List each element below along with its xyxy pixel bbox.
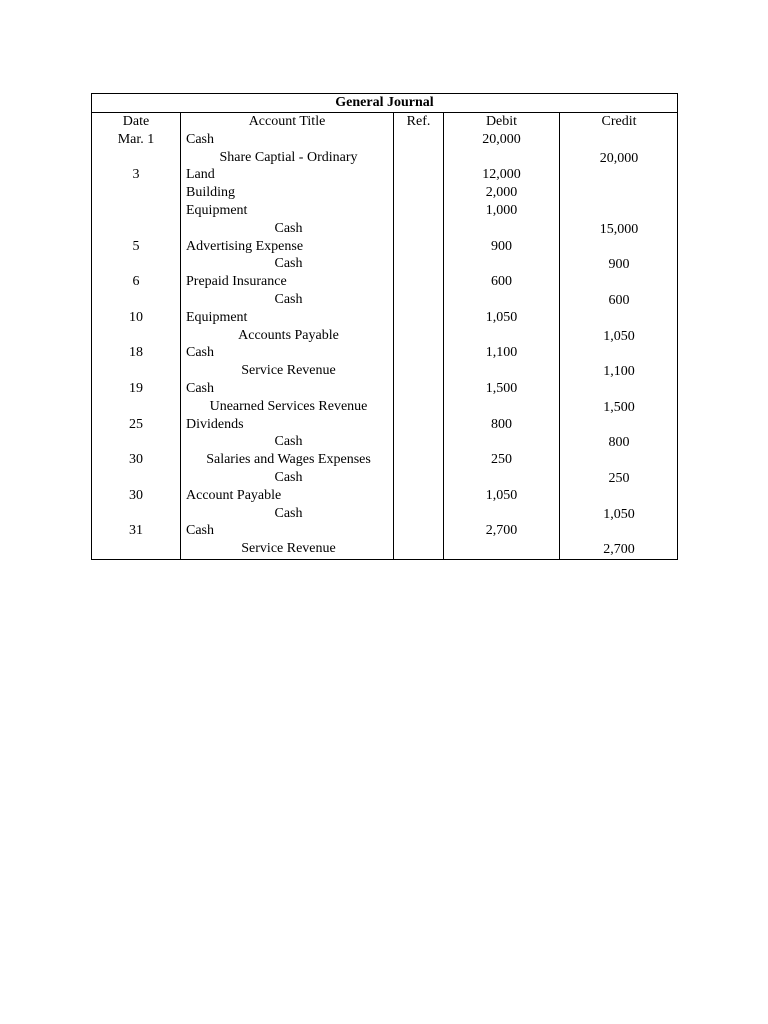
entry-credit: 1,050 [603, 506, 635, 522]
journal-entry-row [92, 522, 677, 540]
journal-entry-row [92, 416, 677, 434]
entry-debit: 1,050 [485, 309, 518, 325]
entry-date [92, 398, 180, 416]
journal-entry-row [92, 255, 677, 273]
entry-ref [394, 327, 443, 345]
header-account-title: Account Title [248, 114, 326, 129]
journal-entry-row [92, 238, 677, 256]
entry-account-title: Cash [274, 469, 303, 485]
entry-ref [394, 291, 443, 309]
journal-entry-row [92, 166, 677, 184]
entry-account-title: Cash [186, 131, 214, 147]
entry-account-title: Service Revenue [241, 541, 336, 557]
entry-ref [394, 184, 443, 202]
entry-credit [560, 273, 678, 291]
journal-entry-row [92, 362, 677, 380]
entry-account-title: Cash [186, 380, 214, 396]
entry-credit [560, 166, 678, 184]
entry-debit: 1,000 [485, 202, 518, 218]
entry-account-title: Share Captial - Ordinary [219, 149, 358, 165]
entry-account-title: Unearned Services Revenue [209, 398, 368, 414]
entry-credit [560, 451, 678, 469]
entry-ref [394, 505, 443, 523]
entry-credit [560, 184, 678, 202]
entry-debit [444, 505, 559, 523]
journal-entry-row [92, 451, 677, 469]
entry-debit: 800 [491, 416, 512, 432]
entry-debit [444, 220, 559, 238]
entry-date [92, 540, 180, 558]
entry-ref [394, 522, 443, 540]
entry-debit [444, 433, 559, 451]
entry-ref [394, 451, 443, 469]
entry-account-title: Cash [274, 291, 303, 307]
journal-entry-row [92, 540, 677, 558]
entry-debit [444, 398, 559, 416]
entry-ref [394, 416, 443, 434]
journal-entry-row [92, 202, 677, 220]
entry-date [92, 255, 180, 273]
entry-credit [560, 238, 678, 256]
entry-account-title: Cash [186, 523, 214, 539]
entry-account-title: Prepaid Insurance [186, 274, 287, 290]
journal-rows [92, 113, 677, 558]
entry-account-title: Cash [274, 505, 303, 521]
journal-header-row [92, 113, 677, 131]
entry-account-title: Salaries and Wages Expenses [206, 452, 371, 468]
entry-date: 18 [129, 345, 143, 361]
entry-debit: 12,000 [482, 167, 521, 183]
entry-ref [394, 380, 443, 398]
entry-date [92, 327, 180, 345]
entry-debit [444, 327, 559, 345]
entry-credit: 900 [608, 257, 630, 273]
entry-ref [394, 149, 443, 167]
entry-ref [394, 273, 443, 291]
entry-account-title: Cash [186, 345, 214, 361]
entry-date: 5 [132, 238, 140, 254]
entry-debit [444, 362, 559, 380]
entry-credit [560, 416, 678, 434]
entry-credit: 2,700 [603, 542, 635, 558]
entry-date: 30 [129, 452, 143, 468]
entry-date: 10 [129, 309, 143, 325]
entry-debit: 2,700 [485, 523, 518, 539]
journal-entry-row [92, 291, 677, 309]
entry-date [92, 149, 180, 167]
entry-date [92, 433, 180, 451]
entry-account-title: Cash [274, 220, 303, 236]
entry-account-title: Land [186, 167, 215, 183]
entry-ref [394, 166, 443, 184]
entry-debit: 2,000 [485, 185, 518, 201]
header-date: Date [122, 114, 150, 129]
entry-ref [394, 398, 443, 416]
journal-title: General Journal [92, 94, 677, 113]
entry-credit: 800 [608, 435, 630, 451]
entry-debit: 20,000 [482, 131, 521, 147]
entry-date [92, 202, 180, 220]
entry-account-title: Advertising Expense [186, 238, 304, 254]
journal-entry-row [92, 344, 677, 362]
entry-ref [394, 433, 443, 451]
entry-credit: 1,050 [603, 328, 635, 344]
entry-debit: 1,050 [485, 487, 518, 503]
entry-account-title: Equipment [186, 202, 248, 218]
entry-ref [394, 344, 443, 362]
entry-account-title: Dividends [186, 416, 244, 432]
entry-credit [560, 487, 678, 505]
entry-ref [394, 362, 443, 380]
general-journal-table [91, 93, 678, 560]
entry-date [92, 184, 180, 202]
entry-date [92, 291, 180, 309]
journal-entry-row [92, 469, 677, 487]
entry-date: 31 [129, 523, 143, 539]
entry-date [92, 505, 180, 523]
entry-credit [560, 131, 678, 149]
journal-entry-row [92, 149, 677, 167]
journal-entry-row [92, 273, 677, 291]
entry-debit [444, 149, 559, 167]
entry-credit: 15,000 [599, 221, 639, 237]
entry-credit [560, 522, 678, 540]
journal-entry-row [92, 220, 677, 238]
entry-date: 30 [129, 487, 143, 503]
entry-ref [394, 131, 443, 149]
entry-ref [394, 540, 443, 558]
entry-debit: 1,500 [485, 380, 518, 396]
entry-debit: 900 [491, 238, 512, 254]
entry-account-title: Cash [274, 256, 303, 272]
entry-credit [560, 202, 678, 220]
entry-account-title: Accounts Payable [238, 327, 339, 343]
entry-account-title: Cash [274, 434, 303, 450]
entry-credit [560, 380, 678, 398]
entry-credit: 1,500 [603, 399, 635, 415]
entry-date: 25 [129, 416, 143, 432]
entry-credit: 600 [608, 292, 630, 308]
journal-entry-rows [92, 131, 677, 558]
entry-ref [394, 255, 443, 273]
header-credit: Credit [601, 114, 637, 129]
entry-date [92, 362, 180, 380]
entry-credit: 250 [608, 470, 630, 486]
entry-ref [394, 309, 443, 327]
entry-account-title: Account Payable [186, 487, 282, 503]
entry-credit: 20,000 [599, 150, 639, 166]
header-ref: Ref. [406, 114, 431, 129]
entry-debit: 600 [491, 274, 512, 290]
entry-ref [394, 469, 443, 487]
entry-debit: 1,100 [485, 345, 518, 361]
journal-entry-row [92, 131, 677, 149]
entry-debit [444, 540, 559, 558]
entry-account-title: Building [186, 185, 236, 201]
entry-date: 6 [132, 274, 140, 290]
journal-entry-row [92, 398, 677, 416]
entry-debit: 250 [491, 452, 512, 468]
entry-debit [444, 469, 559, 487]
entry-date [92, 469, 180, 487]
journal-entry-row [92, 433, 677, 451]
entry-debit [444, 255, 559, 273]
journal-entry-row [92, 184, 677, 202]
entry-ref [394, 238, 443, 256]
journal-entry-row [92, 487, 677, 505]
journal-entry-row [92, 327, 677, 345]
entry-credit [560, 309, 678, 327]
entry-account-title: Service Revenue [241, 363, 336, 379]
entry-ref [394, 220, 443, 238]
entry-date: Mar. 1 [117, 131, 155, 147]
header-debit: Debit [485, 114, 518, 129]
entry-date: 3 [132, 167, 140, 183]
entry-ref [394, 202, 443, 220]
journal-entry-row [92, 505, 677, 523]
entry-credit: 1,100 [603, 364, 635, 380]
entry-ref [394, 487, 443, 505]
journal-entry-row [92, 380, 677, 398]
journal-entry-row [92, 309, 677, 327]
entry-date: 19 [129, 380, 143, 396]
entry-credit [560, 344, 678, 362]
entry-account-title: Equipment [186, 309, 248, 325]
entry-debit [444, 291, 559, 309]
entry-date [92, 220, 180, 238]
